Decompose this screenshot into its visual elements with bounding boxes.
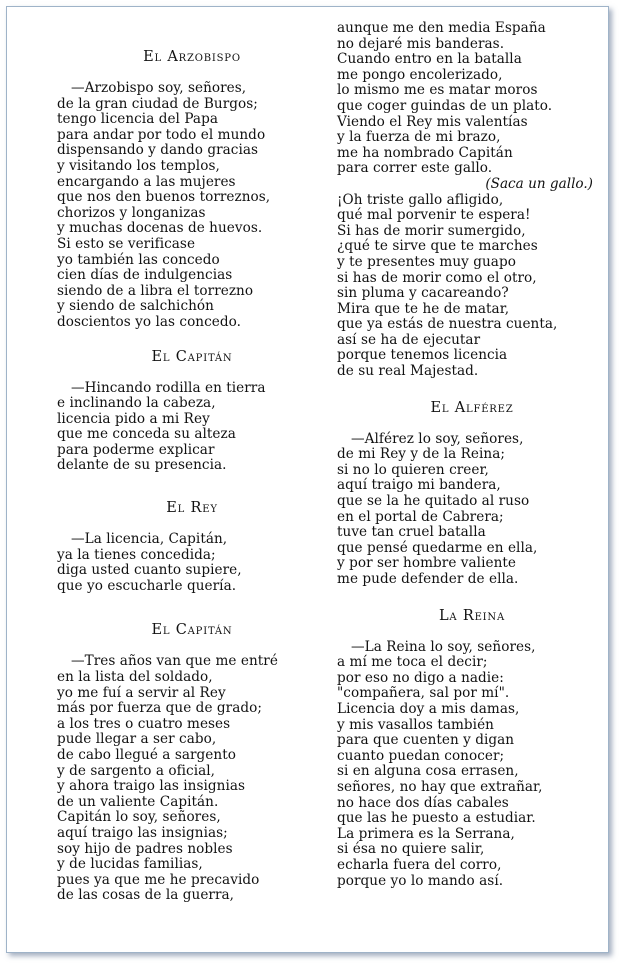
verse-line: Si has de morir sumergido, (337, 222, 526, 239)
speaker-heading: La Reina (439, 607, 505, 624)
speaker-heading: El Arzobispo (143, 49, 241, 65)
verse-line: Mira que te he de matar, (337, 300, 510, 317)
verse-line: más por fuerza que de grado; (57, 700, 262, 717)
verse-line: me ha nombrado Capitán (337, 144, 513, 161)
verse-line: —Tres años van que me entré (71, 653, 278, 670)
verse-line: cuanto puedan conocer; (337, 747, 505, 764)
verse-line: que coger guindas de un plato. (337, 97, 553, 114)
verse-line: si has de morir como el otro, (337, 269, 537, 286)
verse-line: Licencia doy a mis damas, (337, 700, 520, 717)
verse-line: —La Reina lo soy, señores, (351, 638, 536, 655)
verse-line: La primera es la Serrana, (337, 825, 515, 842)
verse-line: Cuando entro en la batalla (337, 51, 522, 68)
verse-line: por eso no digo a nadie: (337, 669, 504, 686)
verse-line: y muchas docenas de huevos. (57, 220, 263, 237)
verse-line: soy hijo de padres nobles (57, 840, 233, 857)
verse-line: de su real Majestad. (337, 363, 479, 380)
verse-line: —Hincando rodilla en tierra (71, 379, 266, 396)
verse-line: y de sargento a oficial, (57, 762, 216, 779)
stanza (337, 400, 607, 588)
verse-line: si no lo quieren creer, (337, 461, 489, 478)
verse-line: tuve tan cruel batalla (337, 524, 486, 541)
stanza (57, 49, 327, 331)
verse-line: e inclinando la cabeza, (57, 395, 216, 412)
verse-line: porque tenemos licencia (337, 347, 508, 364)
speaker-heading: El Alférez (430, 399, 514, 416)
verse-line: me pude defender de ella. (337, 571, 519, 587)
verse-line: pude llegar a ser cabo, (57, 731, 217, 748)
speaker-heading: El Capitán (151, 348, 233, 365)
verse-line: de las cosas de la guerra, (57, 887, 235, 904)
verse-line: yo también las concedo (57, 251, 220, 268)
document-page (6, 6, 609, 953)
verse-line: de un valiente Capitán. (57, 793, 219, 810)
verse-line: chorizos y longanizas (57, 204, 206, 221)
verse-line: a los tres o cuatro meses (57, 715, 231, 732)
verse-line: y la fuerza de mi brazo, (337, 129, 501, 146)
verse-line: en la lista del soldado, (57, 669, 213, 686)
verse-line: que me conceda su alteza (57, 426, 236, 443)
verse-line: y por ser hombre valiente (337, 555, 516, 572)
stanza (57, 622, 327, 904)
verse-line: de cabo llegué a sargento (57, 747, 236, 763)
verse-line: que nos den buenos torreznos, (57, 189, 271, 206)
verse-line: que yo escucharle quería. (57, 577, 237, 594)
verse-line: ¡Oh triste gallo afligido, (337, 191, 504, 208)
verse-line: y siendo de salchichón (57, 298, 214, 315)
verse-line: para poderme explicar (57, 441, 215, 458)
verse-line: yo me fuí a servir al Rey (57, 684, 226, 701)
verse-line: a mí me toca el decir; (337, 654, 488, 671)
verse-line: qué mal porvenir te espera! (337, 207, 531, 224)
verse-line: si ésa no quiere salir, (337, 841, 485, 858)
stage-direction: (Saca un gallo.) (485, 175, 593, 192)
verse-line: que pensé quedarme en ella, (337, 539, 538, 556)
verse-line: aquí traigo las insignias; (57, 824, 228, 841)
left-column (57, 21, 327, 904)
verse-line: tengo licencia del Papa (57, 111, 218, 128)
verse-line: y ahora traigo las insignias (57, 778, 246, 795)
verse-line: para andar por todo el mundo (57, 126, 266, 143)
right-column (337, 21, 607, 889)
stanza (337, 21, 607, 380)
verse-line: para correr este gallo. (337, 160, 493, 177)
verse-line: señores, no hay que extrañar, (337, 778, 543, 795)
verse-line: no dejaré mis banderas. (337, 35, 505, 52)
verse-line: ¿qué te sirve que te marches (337, 238, 538, 255)
stanza (337, 608, 607, 890)
verse-line: —Alférez lo soy, señores, (351, 430, 524, 447)
verse-line: así se ha de ejecutar (337, 331, 481, 348)
verse-line: si en alguna cosa errasen, (337, 763, 519, 780)
verse-line: en el portal de Cabrera; (337, 508, 504, 525)
verse-line: y mis vasallos también (337, 716, 494, 733)
verse-line: —Arzobispo soy, señores, (71, 80, 247, 96)
verse-line: Capitán lo soy, señores, (57, 809, 221, 826)
verse-line: siendo de a libra el torrezno (57, 282, 254, 299)
verse-line: aunque me den media España (337, 20, 546, 36)
verse-line: delante de su presencia. (57, 457, 227, 474)
verse-line: y visitando los templos, (57, 157, 220, 174)
verse-line: que las he puesto a estudiar. (337, 810, 536, 827)
verse-line: para que cuenten y digan (337, 732, 515, 749)
verse-line: doscientos yo las concedo. (57, 313, 241, 330)
verse-line: pues ya que me he precavido (57, 871, 260, 888)
verse-line: echarla fuera del corro, (337, 856, 502, 873)
verse-line: licencia pido a mi Rey (57, 410, 210, 427)
speaker-heading: El Rey (166, 500, 218, 517)
verse-line: no hace dos días cabales (337, 794, 509, 811)
verse-line: lo mismo me es matar moros (337, 82, 538, 99)
verse-line: que se la he quitado al ruso (337, 493, 530, 510)
verse-line: —La licencia, Capitán, (71, 531, 228, 548)
stanza (57, 349, 327, 475)
verse-line: de la gran ciudad de Burgos; (57, 95, 258, 112)
verse-line: y de lucidas familias, (57, 856, 203, 873)
verse-line: sin pluma y cacareando? (337, 285, 509, 302)
verse-line: me pongo encolerizado, (337, 66, 503, 83)
verse-line: cien días de indulgencias (57, 267, 233, 284)
verse-line: ya la tienes concedida; (57, 546, 216, 563)
verse-line: Viendo el Rey mis valentías (337, 113, 528, 130)
stanza (57, 500, 327, 594)
verse-line: encargando a las mujeres (57, 173, 236, 190)
verse-line: que ya estás de nuestra cuenta, (337, 316, 558, 333)
verse-line: y te presentes muy guapo (337, 253, 516, 270)
verse-line: Si esto se verificase (57, 235, 196, 252)
verse-line: porque yo lo mando así. (337, 872, 504, 889)
verse-line: aquí traigo mi bandera, (337, 477, 501, 494)
verse-line: dispensando y dando gracias (57, 142, 259, 159)
verse-line: de mi Rey y de la Reina; (337, 446, 506, 463)
speaker-heading: El Capitán (151, 622, 233, 639)
verse-line: "compañera, sal por mí". (337, 685, 510, 702)
verse-line: diga usted cuanto supiere, (57, 562, 242, 579)
